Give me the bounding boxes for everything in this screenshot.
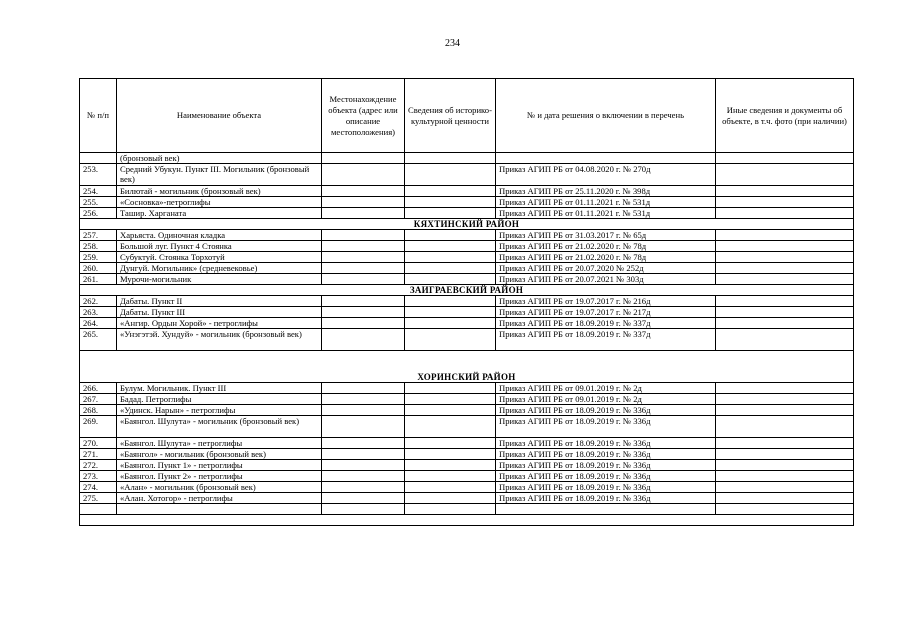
object-location xyxy=(322,394,405,405)
other-info xyxy=(716,197,854,208)
row-number: 273. xyxy=(80,471,117,482)
object-value xyxy=(405,230,496,241)
page-number: 234 xyxy=(445,38,460,49)
table-row xyxy=(80,449,854,460)
table-row xyxy=(80,383,854,394)
other-info xyxy=(716,186,854,197)
object-value xyxy=(405,197,496,208)
decision: Приказ АГИП РБ от 19.07.2017 г. № 216д xyxy=(496,296,716,307)
object-value xyxy=(405,416,496,438)
object-value xyxy=(405,405,496,416)
object-name: Бадад. Петроглифы xyxy=(117,394,322,405)
other-info xyxy=(716,296,854,307)
row-number: 269. xyxy=(80,416,117,438)
object-name: «Сосновка»-петроглифы xyxy=(117,197,322,208)
other-info xyxy=(716,208,854,219)
decision: Приказ АГИП РБ от 21.02.2020 г. № 78д xyxy=(496,241,716,252)
object-location xyxy=(322,460,405,471)
object-location xyxy=(322,274,405,285)
decision: Приказ АГИП РБ от 18.09.2019 г. № 336д xyxy=(496,405,716,416)
object-value xyxy=(405,438,496,449)
other-info xyxy=(716,504,854,515)
other-info xyxy=(716,405,854,416)
region-row xyxy=(80,285,854,296)
decision xyxy=(496,153,716,164)
row-number: 275. xyxy=(80,493,117,504)
object-name: «Баянгол. Пункт 2» - петроглифы xyxy=(117,471,322,482)
table-row xyxy=(80,394,854,405)
table-row xyxy=(80,460,854,471)
object-value xyxy=(405,318,496,329)
object-name: «Баянгол. Шулута» - могильник (бронзовый век) xyxy=(117,416,322,438)
column-header-name: Наименование объекта xyxy=(117,79,322,153)
object-name: Дабаты. Пункт II xyxy=(117,296,322,307)
object-name: «Алан» - могильник (бронзовый век) xyxy=(117,482,322,493)
other-info xyxy=(716,241,854,252)
object-name: «Алан. Хотогор» - петроглифы xyxy=(117,493,322,504)
object-name: «Унэгэтэй. Хундуй» - могильник (бронзовый век) xyxy=(117,329,322,351)
object-value xyxy=(405,208,496,219)
object-name: «Баянгол. Шулута» - петроглифы xyxy=(117,438,322,449)
table-row xyxy=(80,318,854,329)
row-number: 254. xyxy=(80,186,117,197)
object-value xyxy=(405,394,496,405)
other-info xyxy=(716,307,854,318)
row-number: 255. xyxy=(80,197,117,208)
other-info xyxy=(716,329,854,351)
table-row xyxy=(80,471,854,482)
decision xyxy=(496,504,716,515)
object-value xyxy=(405,252,496,263)
decision: Приказ АГИП РБ от 18.09.2019 г. № 336д xyxy=(496,416,716,438)
object-value xyxy=(405,482,496,493)
object-value xyxy=(405,493,496,504)
decision: Приказ АГИП РБ от 04.08.2020 г. № 270д xyxy=(496,164,716,186)
object-location xyxy=(322,493,405,504)
row-number: 253. xyxy=(80,164,117,186)
object-value xyxy=(405,153,496,164)
registry-table xyxy=(79,78,854,526)
table-row xyxy=(80,164,854,186)
other-info xyxy=(716,449,854,460)
object-name: Ташир. Харганата xyxy=(117,208,322,219)
table-row xyxy=(80,186,854,197)
column-header-location: Местонахождение объекта (адрес или описание местоположения) xyxy=(322,79,405,153)
table-row xyxy=(80,504,854,515)
object-location xyxy=(322,186,405,197)
row-number: 257. xyxy=(80,230,117,241)
object-value xyxy=(405,504,496,515)
row-number xyxy=(80,153,117,164)
decision: Приказ АГИП РБ от 09.01.2019 г. № 2д xyxy=(496,383,716,394)
column-header-decision: № и дата решения о включении в перечень xyxy=(496,79,716,153)
object-value xyxy=(405,383,496,394)
other-info xyxy=(716,383,854,394)
object-value xyxy=(405,471,496,482)
table-row xyxy=(80,263,854,274)
table-row xyxy=(80,307,854,318)
decision: Приказ АГИП РБ от 31.03.2017 г. № 65д xyxy=(496,230,716,241)
table-row xyxy=(80,416,854,438)
other-info xyxy=(716,318,854,329)
row-number: 271. xyxy=(80,449,117,460)
row-number xyxy=(80,504,117,515)
row-number: 272. xyxy=(80,460,117,471)
object-value xyxy=(405,274,496,285)
object-location xyxy=(322,296,405,307)
object-value xyxy=(405,164,496,186)
other-info xyxy=(716,493,854,504)
other-info xyxy=(716,230,854,241)
object-location xyxy=(322,405,405,416)
other-info xyxy=(716,438,854,449)
table-row xyxy=(80,197,854,208)
object-value xyxy=(405,263,496,274)
table-row xyxy=(80,252,854,263)
row-number: 261. xyxy=(80,274,117,285)
other-info xyxy=(716,263,854,274)
object-location xyxy=(322,208,405,219)
table-row xyxy=(80,405,854,416)
other-info xyxy=(716,274,854,285)
decision: Приказ АГИП РБ от 20.07.2020 № 252д xyxy=(496,263,716,274)
row-number: 267. xyxy=(80,394,117,405)
other-info xyxy=(716,164,854,186)
table-row xyxy=(80,482,854,493)
decision: Приказ АГИП РБ от 18.09.2019 г. № 336д xyxy=(496,471,716,482)
decision: Приказ АГИП РБ от 18.09.2019 г. № 337д xyxy=(496,318,716,329)
decision: Приказ АГИП РБ от 18.09.2019 г. № 336д xyxy=(496,482,716,493)
decision: Приказ АГИП РБ от 18.09.2019 г. № 336д xyxy=(496,438,716,449)
table-row xyxy=(80,153,854,164)
table-row xyxy=(80,296,854,307)
object-location xyxy=(322,438,405,449)
region-row xyxy=(80,219,854,230)
object-location xyxy=(322,416,405,438)
row-number: 256. xyxy=(80,208,117,219)
table-row xyxy=(80,241,854,252)
row-number: 274. xyxy=(80,482,117,493)
row-number: 268. xyxy=(80,405,117,416)
other-info xyxy=(716,460,854,471)
object-location xyxy=(322,318,405,329)
object-name xyxy=(117,504,322,515)
object-name: «Баянгол» - могильник (бронзовый век) xyxy=(117,449,322,460)
other-info xyxy=(716,471,854,482)
table-row xyxy=(80,230,854,241)
object-name: Дабаты. Пункт III xyxy=(117,307,322,318)
table-row xyxy=(80,493,854,504)
object-name: (бронзовый век) xyxy=(117,153,322,164)
object-name: Мурочи-могильник xyxy=(117,274,322,285)
object-value xyxy=(405,307,496,318)
table-row xyxy=(80,274,854,285)
object-location xyxy=(322,482,405,493)
region-heading: ЗАИГРАЕВСКИЙ РАЙОН xyxy=(80,285,854,296)
decision: Приказ АГИП РБ от 18.09.2019 г. № 337д xyxy=(496,329,716,351)
region-heading xyxy=(80,515,854,526)
object-name: Билютай - могильник (бронзовый век) xyxy=(117,186,322,197)
object-name: Харьяста. Одиночная кладка xyxy=(117,230,322,241)
decision: Приказ АГИП РБ от 25.11.2020 г. № 398д xyxy=(496,186,716,197)
decision: Приказ АГИП РБ от 18.09.2019 г. № 336д xyxy=(496,449,716,460)
object-location xyxy=(322,197,405,208)
table-row xyxy=(80,438,854,449)
row-number: 263. xyxy=(80,307,117,318)
row-number: 259. xyxy=(80,252,117,263)
object-value xyxy=(405,186,496,197)
row-number: 260. xyxy=(80,263,117,274)
object-name: «Удинск. Нарын» - петроглифы xyxy=(117,405,322,416)
object-location xyxy=(322,230,405,241)
row-number: 270. xyxy=(80,438,117,449)
region-row xyxy=(80,351,854,383)
other-info xyxy=(716,252,854,263)
table-row xyxy=(80,208,854,219)
object-location xyxy=(322,307,405,318)
object-location xyxy=(322,471,405,482)
object-value xyxy=(405,449,496,460)
object-value xyxy=(405,296,496,307)
object-name: Булум. Могильник. Пункт III xyxy=(117,383,322,394)
column-header-value: Сведения об историко-культурной ценности xyxy=(405,79,496,153)
row-number: 265. xyxy=(80,329,117,351)
object-name: «Баянгол. Пункт 1» - петроглифы xyxy=(117,460,322,471)
object-value xyxy=(405,460,496,471)
object-location xyxy=(322,153,405,164)
object-location xyxy=(322,241,405,252)
decision: Приказ АГИП РБ от 19.07.2017 г. № 217д xyxy=(496,307,716,318)
other-info xyxy=(716,416,854,438)
column-header-other: Иные сведения и документы об объекте, в т.ч. фото (при наличии) xyxy=(716,79,854,153)
row-number: 262. xyxy=(80,296,117,307)
object-name: Средний Убукун. Пункт III. Могильник (бронзовый век) xyxy=(117,164,322,186)
other-info xyxy=(716,394,854,405)
region-heading: КЯХТИНСКИЙ РАЙОН xyxy=(80,219,854,230)
decision: Приказ АГИП РБ от 18.09.2019 г. № 336д xyxy=(496,460,716,471)
decision: Приказ АГИП РБ от 18.09.2019 г. № 336д xyxy=(496,493,716,504)
object-name: Субуктуй. Стоянка Торхотуй xyxy=(117,252,322,263)
table-header-row xyxy=(80,79,854,153)
object-name: Большой луг. Пункт 4 Стоянка xyxy=(117,241,322,252)
decision: Приказ АГИП РБ от 01.11.2021 г. № 531д xyxy=(496,197,716,208)
object-value xyxy=(405,329,496,351)
object-location xyxy=(322,263,405,274)
decision: Приказ АГИП РБ от 09.01.2019 г. № 2д xyxy=(496,394,716,405)
object-name: Дунгуй. Могильник» (средневековье) xyxy=(117,263,322,274)
decision: Приказ АГИП РБ от 21.02.2020 г. № 78д xyxy=(496,252,716,263)
region-heading: ХОРИНСКИЙ РАЙОН xyxy=(80,351,854,383)
decision: Приказ АГИП РБ от 20.07.2021 № 303д xyxy=(496,274,716,285)
object-location xyxy=(322,329,405,351)
decision: Приказ АГИП РБ от 01.11.2021 г. № 531д xyxy=(496,208,716,219)
other-info xyxy=(716,482,854,493)
row-number: 266. xyxy=(80,383,117,394)
object-name: «Ангир. Ордын Хорой» - петроглифы xyxy=(117,318,322,329)
object-location xyxy=(322,504,405,515)
object-location xyxy=(322,164,405,186)
object-location xyxy=(322,449,405,460)
row-number: 258. xyxy=(80,241,117,252)
row-number: 264. xyxy=(80,318,117,329)
object-value xyxy=(405,241,496,252)
object-location xyxy=(322,383,405,394)
region-row xyxy=(80,515,854,526)
other-info xyxy=(716,153,854,164)
object-location xyxy=(322,252,405,263)
table-row xyxy=(80,329,854,351)
column-header-number: № п/п xyxy=(80,79,117,153)
